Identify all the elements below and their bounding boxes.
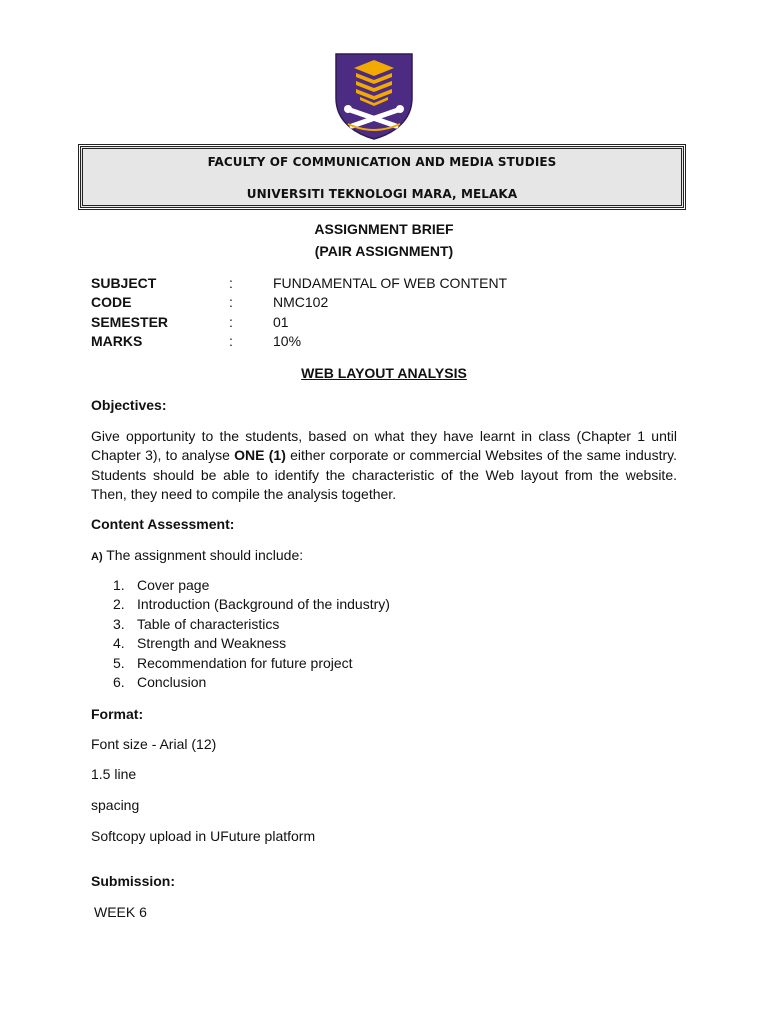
list-item-text: Recommendation for future project	[137, 655, 353, 671]
format-line: 1.5 line	[91, 766, 137, 782]
objectives-title: Objectives:	[91, 397, 167, 413]
list-item-number: 4.	[113, 635, 125, 651]
list-item-text: Cover page	[137, 577, 210, 593]
subject-colon: :	[229, 275, 233, 291]
objectives-emphasis: ONE (1)	[234, 447, 286, 464]
marks-value: 10%	[273, 333, 302, 349]
list-item	[113, 674, 206, 690]
semester-colon: :	[229, 314, 233, 330]
format-line: Softcopy upload in UFuture platform	[91, 828, 316, 844]
assessment-prefix: A)	[91, 551, 103, 563]
code-colon: :	[229, 294, 233, 310]
objectives-text-1: Give opportunity to the students, based on what they have learnt in class (Chapter 1 until Chapter 3), to analyse	[91, 428, 677, 464]
university-name: UNIVERSITI TEKNOLOGI MARA, MELAKA	[246, 187, 518, 201]
section-heading: WEB LAYOUT ANALYSIS	[301, 365, 467, 381]
subject-label: SUBJECT	[91, 275, 157, 291]
format-line: spacing	[91, 797, 140, 813]
marks-label: MARKS	[91, 333, 143, 349]
marks-colon: :	[229, 333, 233, 349]
list-item-text: Conclusion	[137, 674, 207, 690]
format-title: Format:	[91, 706, 144, 722]
submission-value: WEEK 6	[94, 904, 147, 920]
list-item-number: 6.	[113, 674, 125, 690]
list-item-text: Strength and Weakness	[137, 635, 287, 651]
list-item	[113, 577, 209, 593]
list-item-number: 2.	[113, 596, 125, 612]
list-item-number: 3.	[113, 616, 125, 632]
code-value: NMC102	[273, 294, 329, 310]
format-line: Font size - Arial (12)	[91, 736, 217, 752]
list-item-number: 5.	[113, 655, 125, 671]
assessment-intro	[91, 547, 303, 563]
objectives-paragraph	[91, 427, 677, 505]
list-item-text: Table of characteristics	[137, 616, 280, 632]
list-item	[113, 596, 390, 612]
brief-title: ASSIGNMENT BRIEF	[314, 221, 454, 237]
list-item	[113, 655, 353, 671]
list-item	[113, 635, 286, 651]
semester-value: 01	[273, 314, 289, 330]
objectives-text-2: either corporate or commercial Websites of the same industry. Students should be able to identify the characteristic of the Web layout from the website. Then, they need to compile the analysis together.	[91, 447, 677, 503]
list-item-number: 1.	[113, 577, 125, 593]
semester-label: SEMESTER	[91, 314, 169, 330]
brief-subtitle: (PAIR ASSIGNMENT)	[314, 243, 454, 259]
subject-value: FUNDAMENTAL OF WEB CONTENT	[273, 275, 508, 291]
uitm-crest-logo	[334, 52, 414, 140]
content-assessment-title: Content Assessment:	[91, 516, 235, 532]
list-item-text: Introduction (Background of the industry)	[137, 596, 390, 612]
faculty-name: FACULTY OF COMMUNICATION AND MEDIA STUDIES	[207, 155, 557, 169]
list-item	[113, 616, 279, 632]
code-label: CODE	[91, 294, 132, 310]
assessment-intro-text: The assignment should include:	[102, 547, 304, 563]
faculty-header-box	[80, 146, 684, 208]
submission-title: Submission:	[91, 873, 176, 889]
